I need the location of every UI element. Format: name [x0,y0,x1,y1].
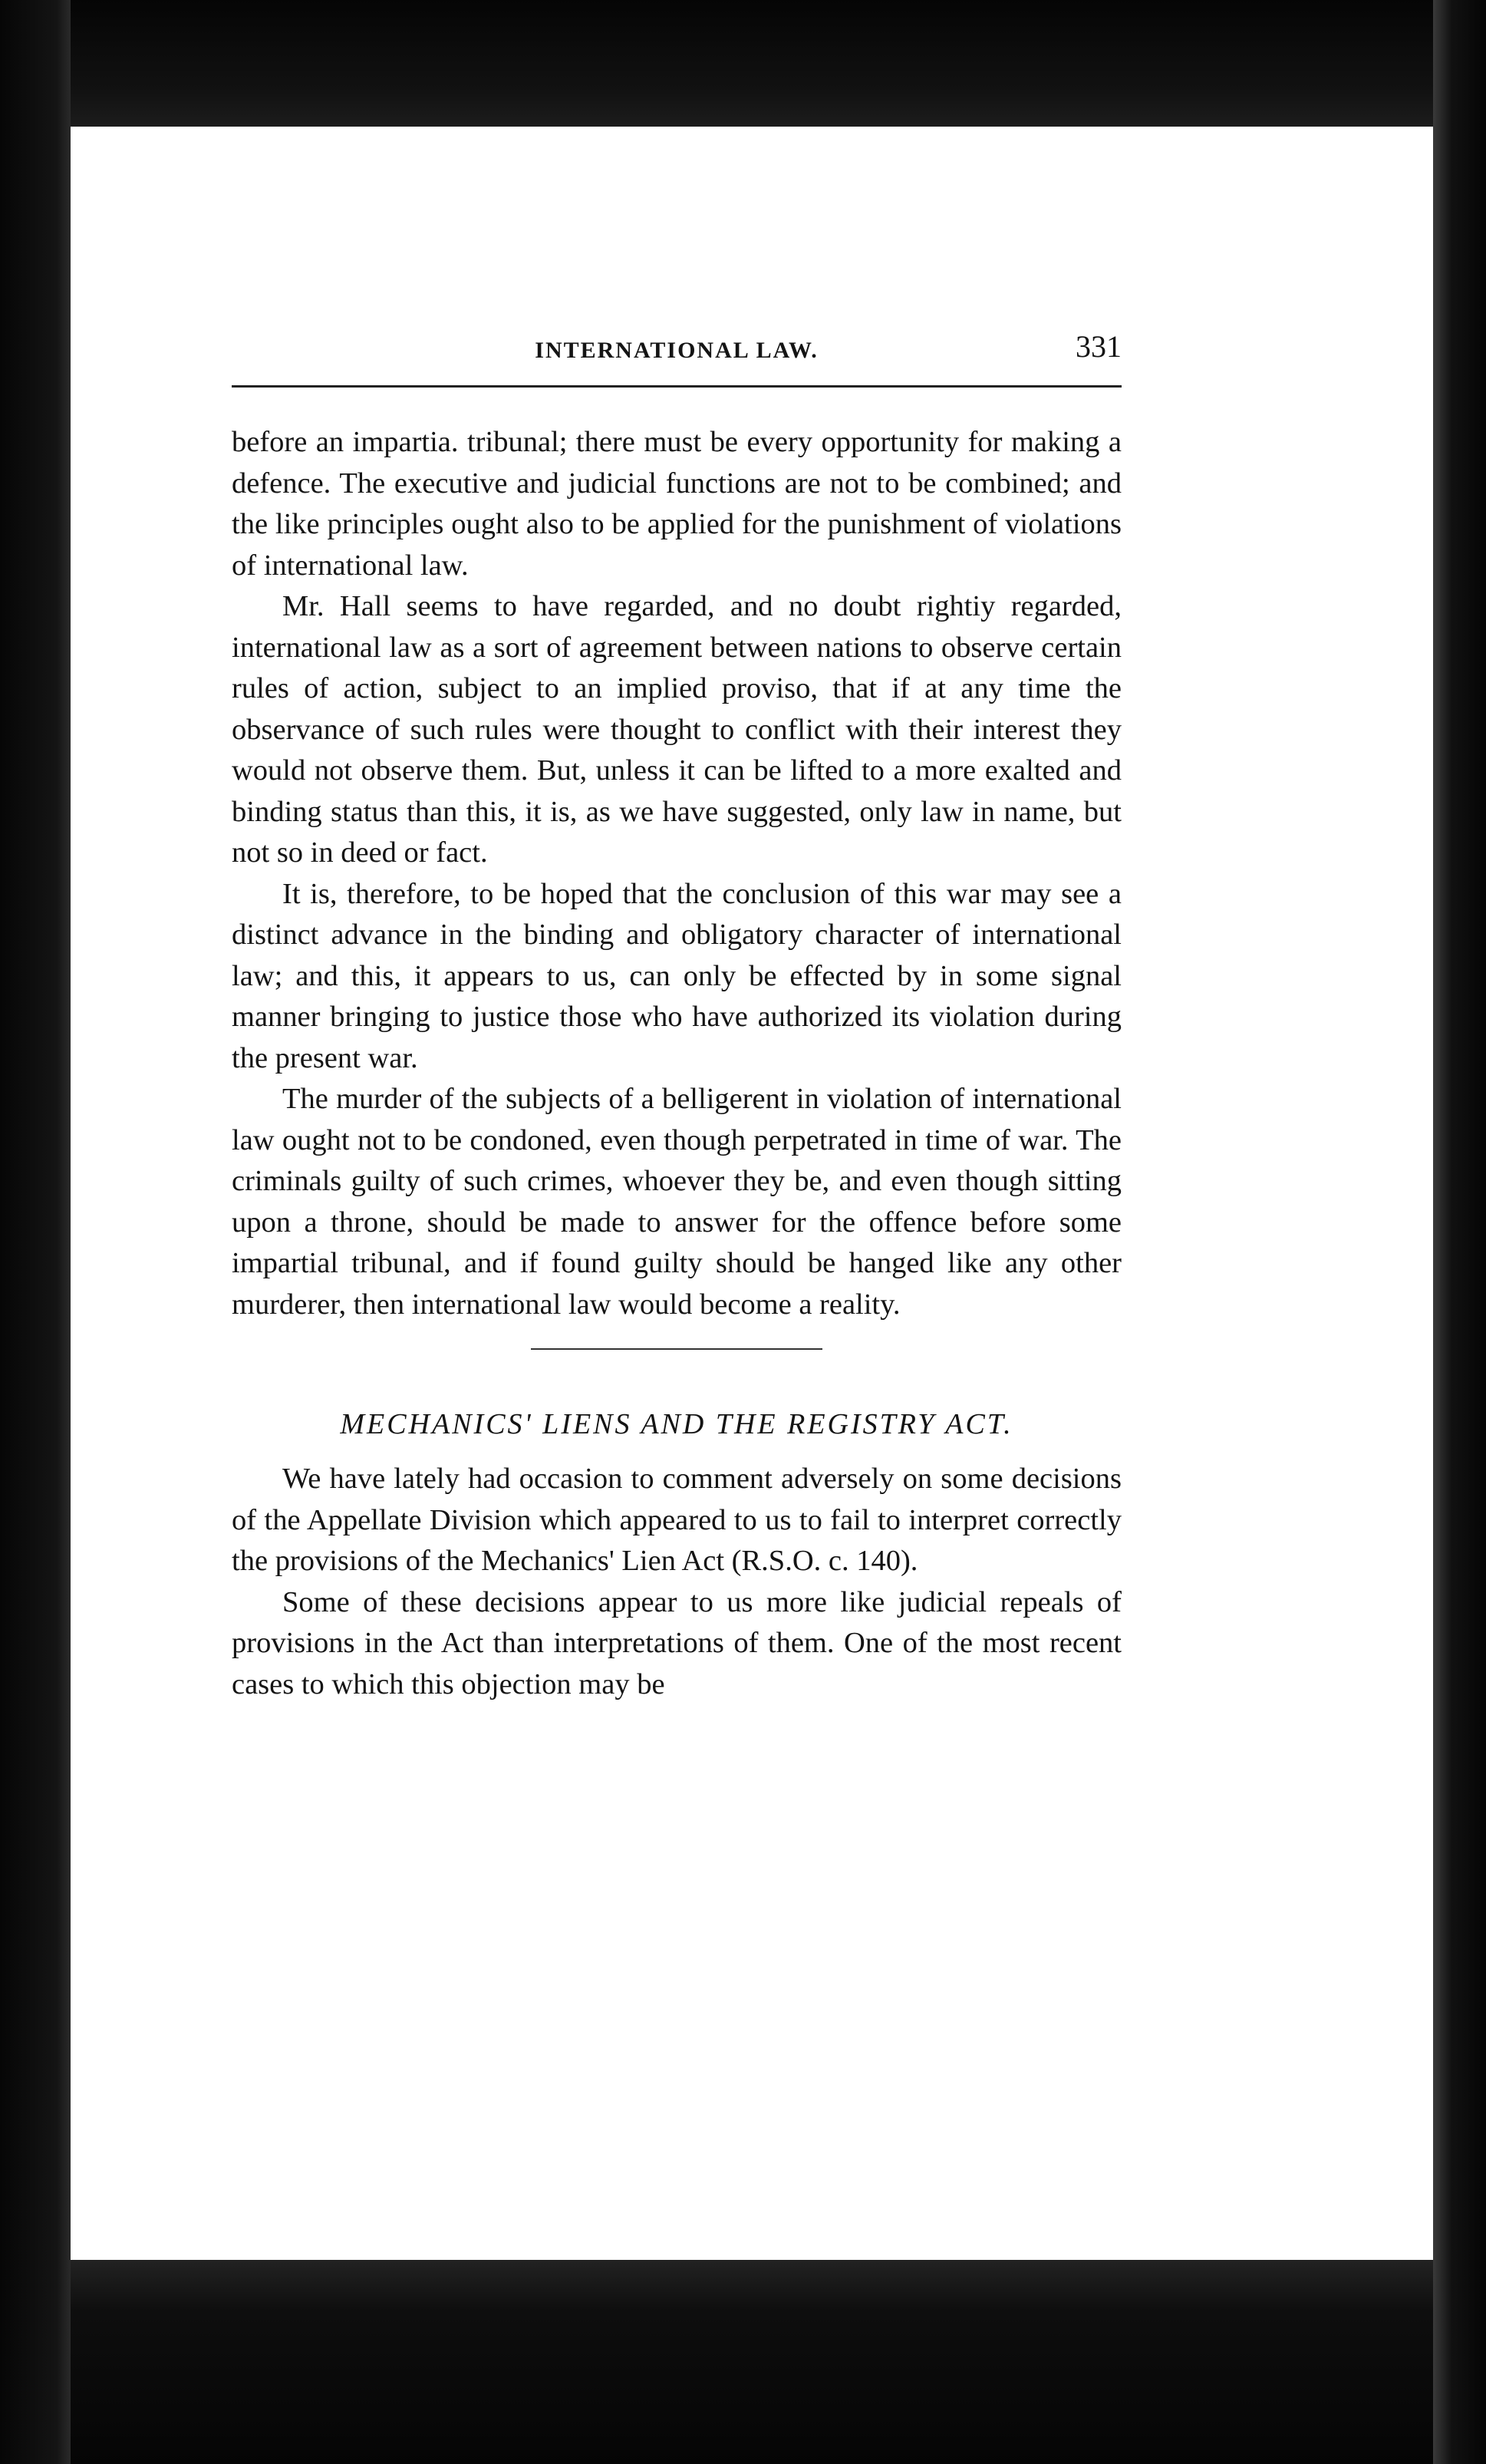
paragraph-2: Mr. Hall seems to have regarded, and no doubt rightiy regarded, international law as a sort of agreement between nations to observe certain rules of action, subject to an implied proviso, that if at any time the observance of such rules were thought to conflict with their interest they would not observe them. But, unless it can be lifted to a more exalted and binding status than this, it is, as we have suggested, only law in name, but not so in deed or fact. [232,590,1122,869]
section-paragraph-1: We have lately had occasion to comment adversely on some decisions of the Appellate Division which appeared to us to fail to interpret correctly the provisions of the Mechanics' Lien Act (R.S.O. c. 140). [232,1463,1122,1577]
scan-border-right [1433,0,1486,2464]
section-paragraph-2: Some of these decisions appear to us more like judicial repeals of provisions in the Act than interpretations of them. One of the most recent cases to which this objection may be [232,1585,1122,1700]
scan-border-top [0,0,1486,127]
scan-border-left [0,0,71,2464]
running-head: INTERNATIONAL LAW. [535,338,819,363]
paragraph-1: before an impartia. tribunal; there must be every opportunity for making a defence. The executive and judicial functions are not to be combined; and the like principles ought also to be applied for the punishment of violations of international law. [232,426,1122,582]
section-divider [531,1348,822,1350]
paragraph-4: The murder of the subjects of a belligerent in violation of international law ought not to be condoned, even though perpetrated in time of war. The criminals guilty of such crimes, whoever they be, and even though sitting upon a throne, should be made to answer for the offence before some impartial tribunal, and if found guilty should be hanged like any other murderer, then international law would become a reality. [232,1083,1122,1321]
page-header [232,322,1122,376]
paragraph-3: It is, therefore, to be hoped that the conclusion of this war may see a distinct advance in the binding and obligatory character of international law; and this, it appears to us, can only be effected by in some signal manner bringing to justice those who have authorized its violation during the present war. [232,877,1122,1074]
page-number: 331 [1076,329,1122,364]
section-title: MECHANICS' LIENS AND THE REGISTRY ACT. [340,1408,1013,1440]
header-rule [232,385,1122,388]
body-text [232,422,1122,1705]
scan-border-bottom [0,2260,1486,2464]
